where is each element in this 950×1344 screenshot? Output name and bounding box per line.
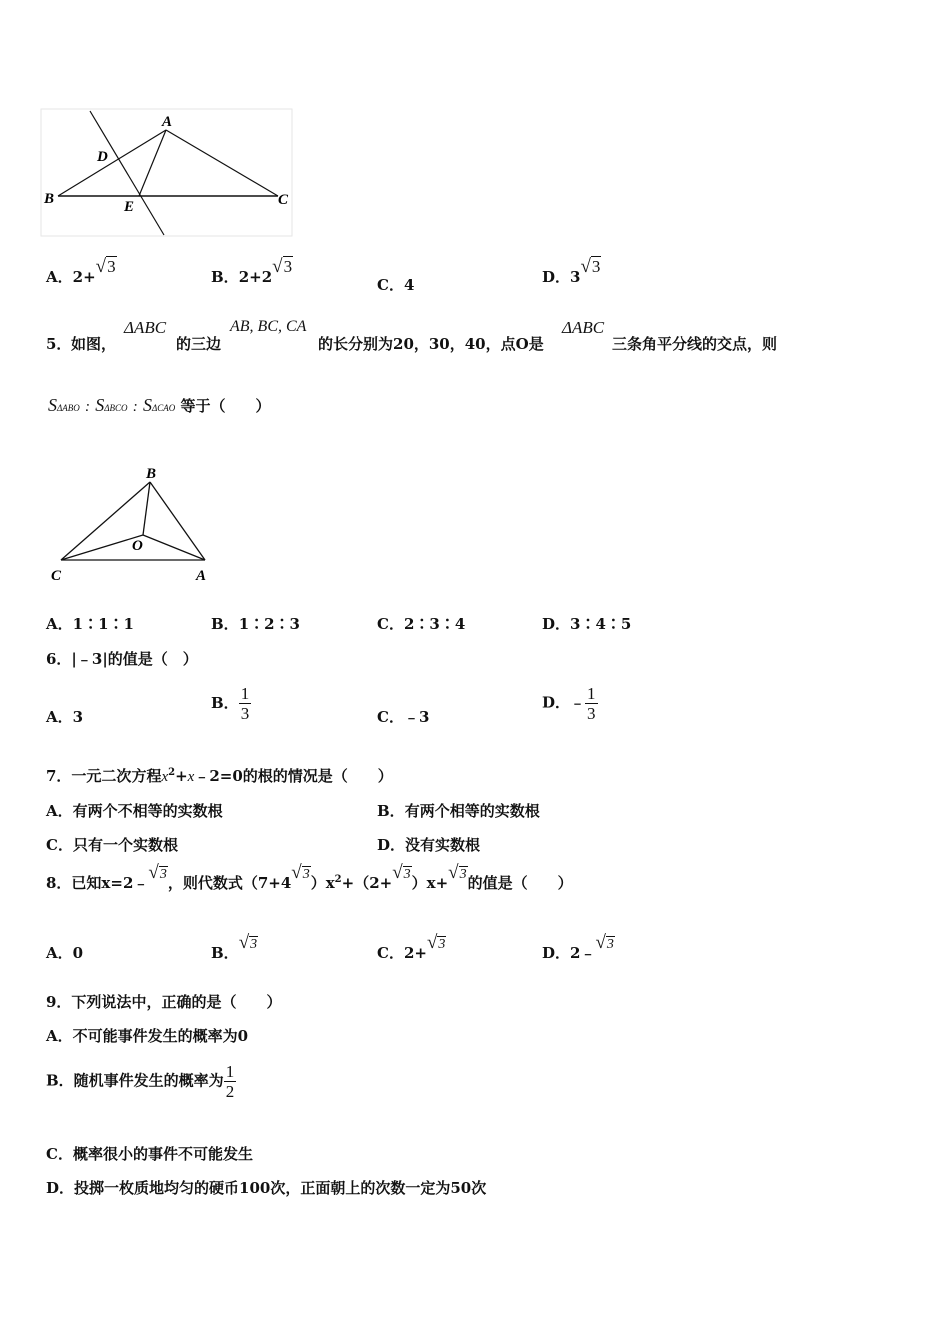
label-a: A xyxy=(162,114,173,130)
fraction: $\frac{1}{3}$ xyxy=(240,684,250,723)
q5-stem-ratio: SΔABO : SΔBCO : SΔCAO 等于（ ） xyxy=(48,395,271,415)
q6-option-b[interactable]: B． $\frac{1}{3}$ xyxy=(211,684,250,723)
segment-ba xyxy=(58,130,166,196)
q5-option-a[interactable]: A．1∶1∶1 xyxy=(46,615,134,633)
label-b: B xyxy=(44,191,55,207)
sqrt-symbol: √3 xyxy=(95,256,116,277)
segment-ac xyxy=(166,130,278,196)
q4-option-a[interactable]: A．2+√3 xyxy=(46,256,116,286)
q5-figure xyxy=(46,462,216,586)
q4-figure xyxy=(40,108,296,240)
q8-option-c[interactable]: C．2+√3 xyxy=(377,932,446,962)
label-c: C xyxy=(51,568,62,584)
q8-option-d[interactable]: D．2﹣√3 xyxy=(542,932,614,962)
q5-option-b[interactable]: B．1∶2∶3 xyxy=(211,615,300,633)
perpendicular-bisector xyxy=(90,111,164,235)
sqrt-symbol: √3 xyxy=(448,862,467,883)
sqrt-symbol: √3 xyxy=(595,932,614,953)
sqrt-symbol: √3 xyxy=(291,862,310,883)
q4-option-c[interactable]: C．4 xyxy=(377,276,415,294)
q9-stem: 9．下列说法中，正确的是（ ） xyxy=(46,993,282,1011)
q7-option-b[interactable]: B．有两个相等的实数根 xyxy=(377,802,540,820)
q9-option-c[interactable]: C．概率很小的事件不可能发生 xyxy=(46,1145,253,1163)
q8-stem: 8．已知x=2﹣√3，则代数式$(7+4√3)x^2+(2+√3)x+√3$的值是（ ） xyxy=(46,862,573,892)
fraction: $\frac{1}{3}$ xyxy=(587,684,596,723)
sqrt-symbol: √3 xyxy=(148,862,167,883)
sqrt-symbol: √3 xyxy=(392,862,411,883)
q6-option-a[interactable]: A．3 xyxy=(46,708,84,726)
q4-option-d[interactable]: D．3√3 xyxy=(542,256,601,286)
label-e: E xyxy=(124,199,135,215)
label-o: O xyxy=(132,538,143,554)
q6-stem: 6．|﹣3|的值是（ ） xyxy=(46,650,198,668)
label-d: D xyxy=(97,149,108,165)
sqrt-symbol: √3 xyxy=(238,932,258,953)
q8-option-a[interactable]: A．0 xyxy=(46,944,84,962)
q7-option-a[interactable]: A．有两个不相等的实数根 xyxy=(46,802,223,820)
q9-option-d[interactable]: D．投掷一枚质地均匀的硬币100次，正面朝上的次数一定为50次 xyxy=(46,1179,487,1197)
q5-option-c[interactable]: C．2∶3∶4 xyxy=(377,615,466,633)
label-c: C xyxy=(278,192,289,208)
sqrt-symbol: √3 xyxy=(426,932,446,953)
q9-option-a[interactable]: A．不可能事件发生的概率为0 xyxy=(46,1027,249,1045)
sqrt-symbol: √3 xyxy=(272,256,293,277)
label-b: B xyxy=(146,466,157,482)
q8-option-b[interactable]: B．√3 xyxy=(211,932,258,962)
q4-option-b[interactable]: B．2+2√3 xyxy=(211,256,293,286)
q6-option-d[interactable]: D．﹣ $\frac{1}{3}$ xyxy=(542,684,596,723)
fraction: $\frac{1}{2}$ xyxy=(225,1062,235,1101)
q6-option-c[interactable]: C．﹣3 xyxy=(377,708,430,726)
segment-ae xyxy=(139,130,166,196)
q7-option-d[interactable]: D．没有实数根 xyxy=(377,836,481,854)
label-a: A xyxy=(196,568,207,584)
sqrt-symbol: √3 xyxy=(580,256,601,277)
q9-option-b[interactable]: B．随机事件发生的概率为 $\frac{1}{2}$ xyxy=(46,1062,235,1101)
q5-option-d[interactable]: D．3∶4∶5 xyxy=(542,615,632,633)
q7-option-c[interactable]: C．只有一个实数根 xyxy=(46,836,178,854)
q7-stem: 7．一元二次方程$x^2+x﹣2=0$的根的情况是（ ） xyxy=(46,767,393,785)
